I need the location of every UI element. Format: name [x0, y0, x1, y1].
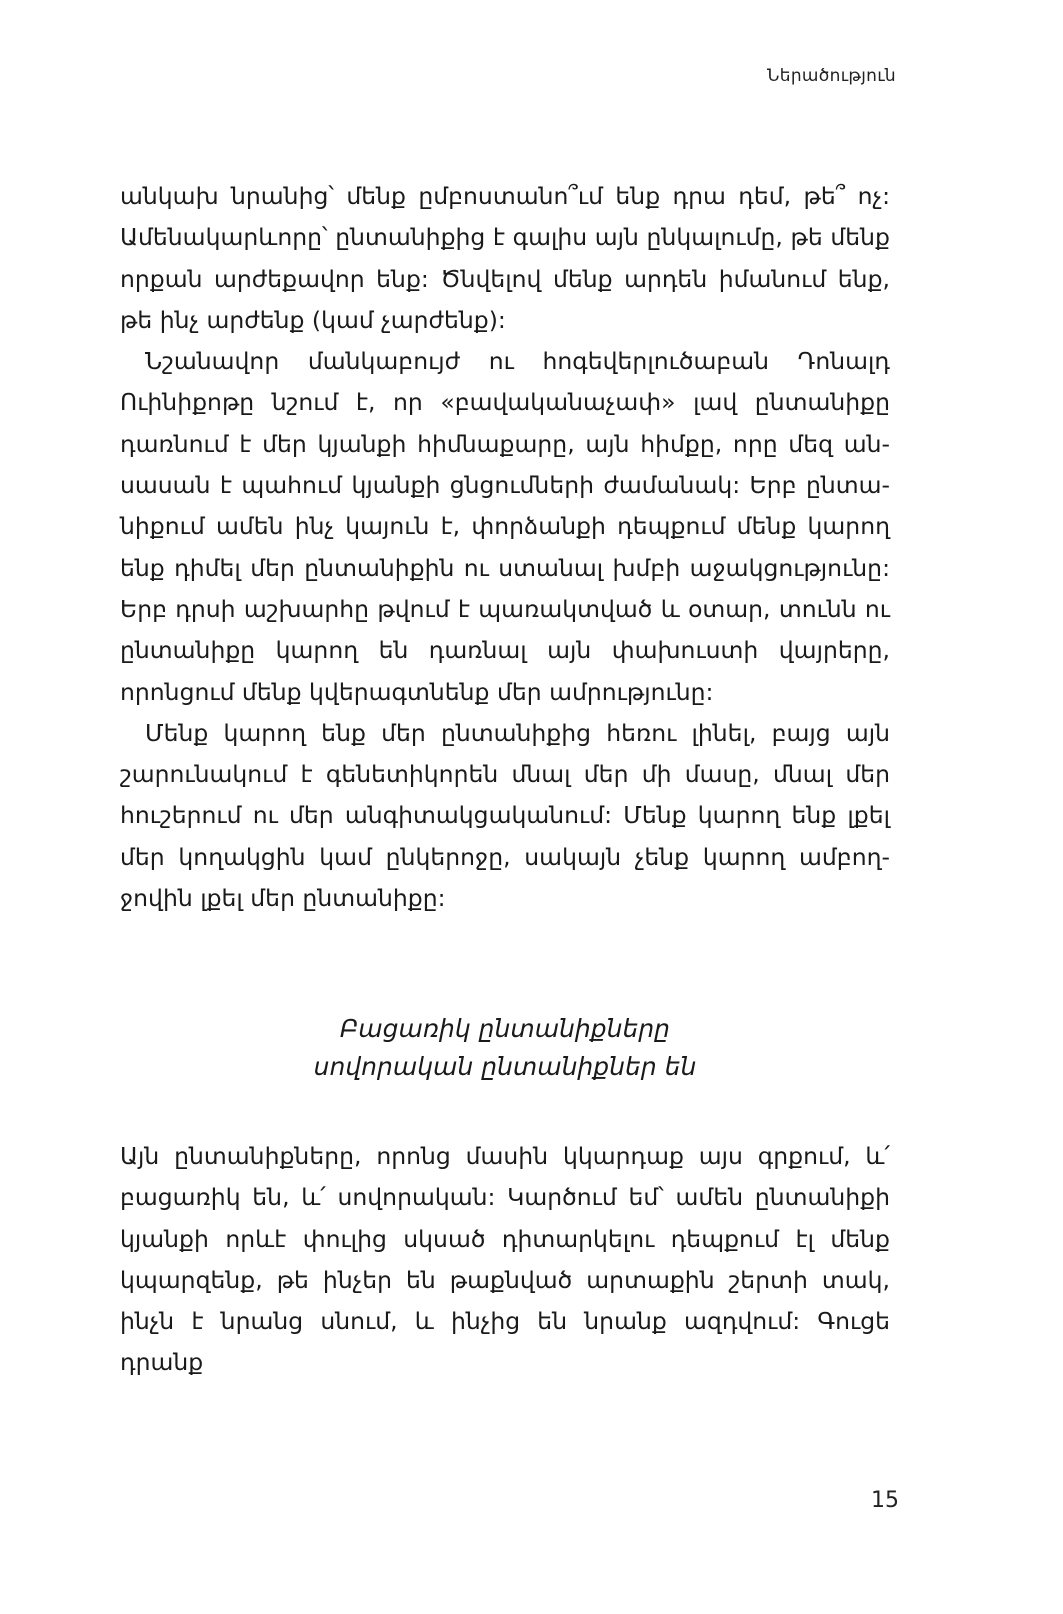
section-heading-line: Բացառիկ ընտանիքները — [339, 1014, 671, 1043]
section-heading — [120, 1010, 890, 1086]
paragraph: Նշանավոր մանկաբույժ ու հոգեվերլուծաբան Դոնալդ Ուինիքոթը նշում է, որ «բավականաչափ» լավ ընտանիքը դառնում է մեր կյանքի հիմնաքարը, այն հիմքը, որը մեզ անսասան է պահում կյանքի ցնցումների ժամանակ: Երբ ընտանիքում ամեն ինչ կայուն է, փորձանքի դեպքում մենք կարող ենք դիմել մեր ընտանիքին ու ստանալ խմբի աջակցությունը: Երբ դրսի աշխարհը թվում է պառակտված և օտար, տունն ու ընտանիքը կարող են դառնալ այն փախուստի վայրերը, որոնցում մենք կվերագտնենք մեր ամրությունը: — [120, 347, 890, 706]
section-heading-line: սովորական ընտանիքներ են — [313, 1052, 697, 1081]
body-text-lower — [120, 1136, 890, 1384]
paragraph: Մենք կարող ենք մեր ընտանիքից հեռու լինել, բայց այն շարունակում է գենետիկորեն մնալ մեր մի մասը, մնալ մեր հուշերում ու մեր անգիտակցականում: Մենք կարող ենք լքել մեր կողակցին կամ ընկերոջը, սակայն չենք կարող ամբողջովին լքել մեր ընտանիքը: — [120, 718, 890, 913]
page-number: 15 — [871, 1488, 899, 1513]
body-text-upper — [120, 176, 890, 919]
paragraph: Այն ընտանիքները, որոնց մասին կկարդաք այս գրքում, և՛ բացառիկ են, և՛ սովորական: Կարծում եմ՝ ամեն ընտանիքի կյանքի որևէ փուլից սկսած դիտարկելու դեպքում էլ մենք կպարզենք, թե ինչեր են թաքնված արտաքին շերտի տակ, ինչն է նրանց սնում, և ինչից են նրանք ազդվում: Գուցե դրանք — [120, 1142, 890, 1377]
paragraph: անկախ նրանից՝ մենք ըմբոստանո՞ւմ ենք դրա դեմ, թե՞ ոչ: Ամենակարևորը՝ ընտանիքից է գալիս այն ընկալումը, թե մենք որքան արժեքավոր ենք: Ծնվելով մենք արդեն իմանում ենք, թե ինչ արժենք (կամ չարժենք): — [120, 182, 890, 334]
running-header: Ներածություն — [767, 66, 896, 86]
